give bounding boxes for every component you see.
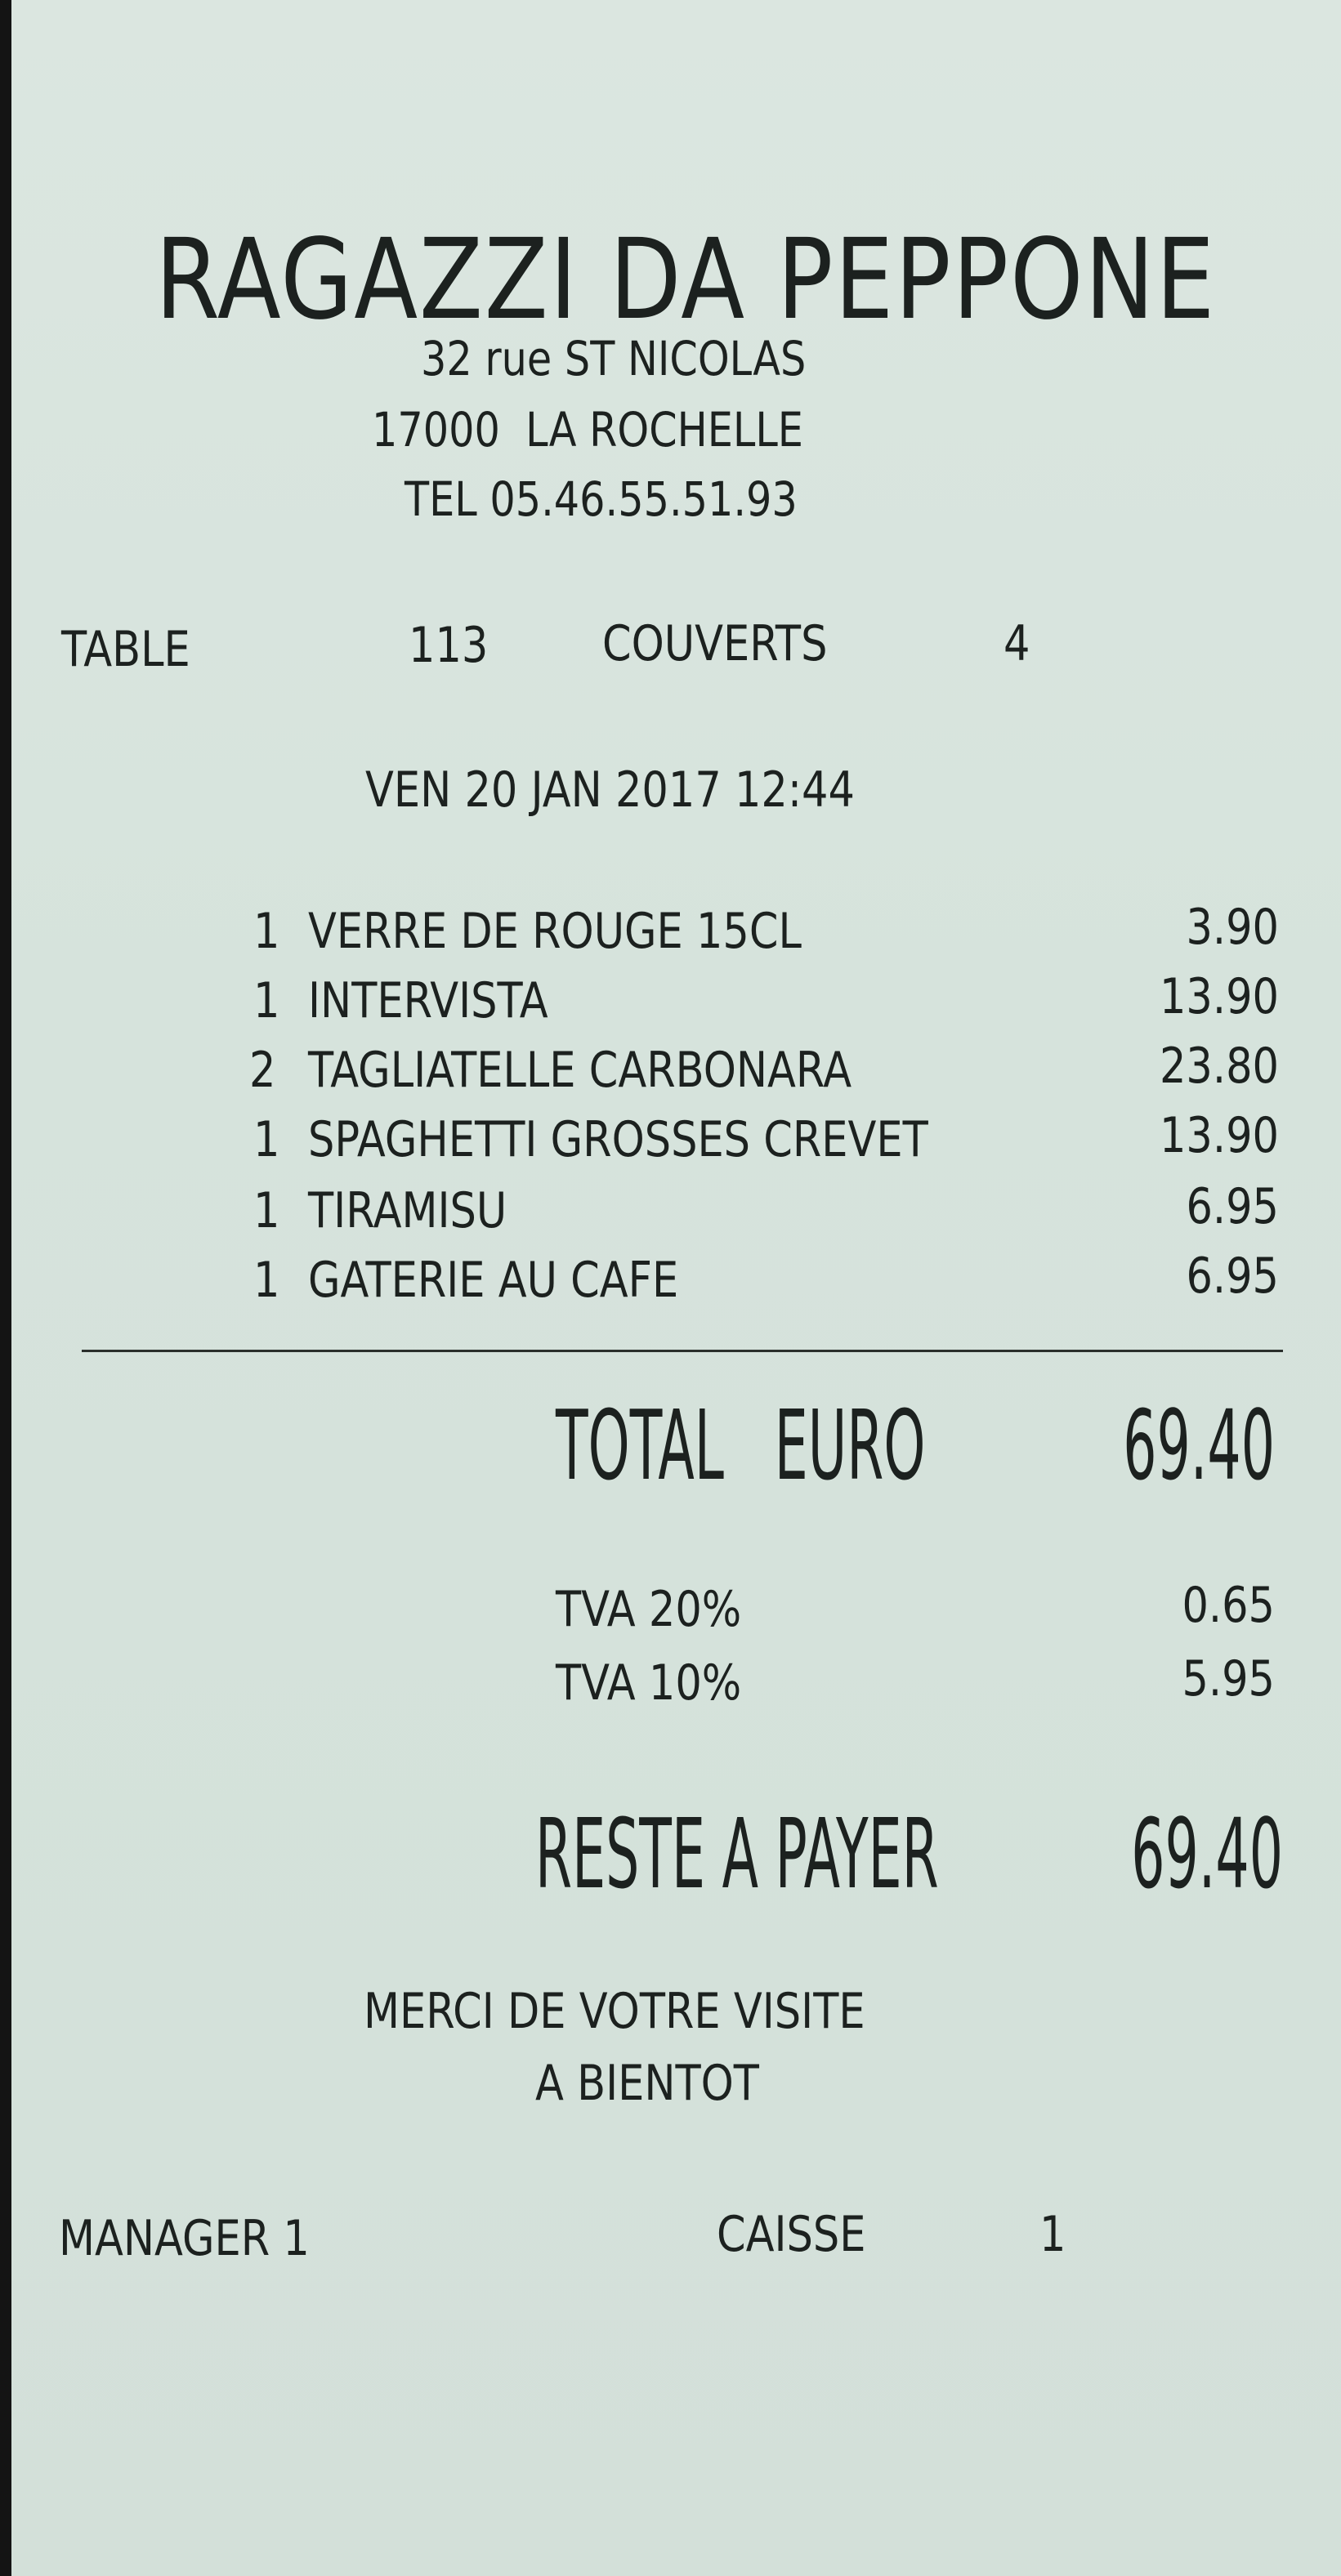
divider-line <box>82 1350 1283 1352</box>
phone-number: TEL 05.46.55.51.93 <box>405 471 798 527</box>
item-name: TIRAMISU <box>308 1182 507 1239</box>
thanks-line-1: MERCI DE VOTRE VISITE <box>364 1983 865 2040</box>
manager-label: MANAGER 1 <box>59 2210 310 2267</box>
covers-label: COUVERTS <box>602 615 828 672</box>
tva-20-label: TVA 20% <box>556 1581 742 1638</box>
amount-due-value: 69.40 <box>1131 1797 1283 1910</box>
item-price: 6.95 <box>1186 1248 1279 1305</box>
item-qty: 1 <box>253 1252 280 1309</box>
covers-value: 4 <box>1004 615 1030 672</box>
item-price: 13.90 <box>1159 968 1279 1025</box>
item-name: VERRE DE ROUGE 15CL <box>308 903 802 960</box>
thanks-line-2: A BIENTOT <box>535 2055 759 2112</box>
register-value: 1 <box>1039 2206 1066 2263</box>
item-name: INTERVISTA <box>308 972 548 1029</box>
item-name: TAGLIATELLE CARBONARA <box>308 1042 852 1099</box>
item-qty: 1 <box>253 903 280 960</box>
table-label: TABLE <box>61 621 190 678</box>
item-qty: 1 <box>253 1182 280 1239</box>
restaurant-name: RAGAZZI DA PEPPONE <box>155 216 1217 345</box>
register-label: CAISSE <box>717 2206 866 2263</box>
photo-edge <box>0 0 11 2576</box>
item-name: GATERIE AU CAFE <box>308 1252 679 1309</box>
item-qty: 2 <box>249 1042 276 1099</box>
total-label: TOTAL EURO <box>556 1389 926 1502</box>
tva-20-value: 0.65 <box>1182 1577 1275 1634</box>
tva-10-value: 5.95 <box>1182 1650 1275 1708</box>
item-qty: 1 <box>253 1111 280 1168</box>
date-time: VEN 20 JAN 2017 12:44 <box>365 761 855 819</box>
address-line-2: 17000 LA ROCHELLE <box>372 402 803 458</box>
item-price: 23.80 <box>1159 1038 1279 1095</box>
item-price: 13.90 <box>1159 1107 1279 1164</box>
tva-10-label: TVA 10% <box>556 1654 742 1712</box>
item-name: SPAGHETTI GROSSES CREVET <box>308 1111 928 1168</box>
amount-due-label: RESTE A PAYER <box>535 1797 939 1910</box>
item-qty: 1 <box>253 972 280 1029</box>
address-line-1: 32 rue ST NICOLAS <box>421 331 807 386</box>
total-value: 69.40 <box>1123 1389 1275 1502</box>
table-number: 113 <box>409 617 489 674</box>
item-price: 6.95 <box>1186 1178 1279 1235</box>
item-price: 3.90 <box>1186 899 1279 956</box>
